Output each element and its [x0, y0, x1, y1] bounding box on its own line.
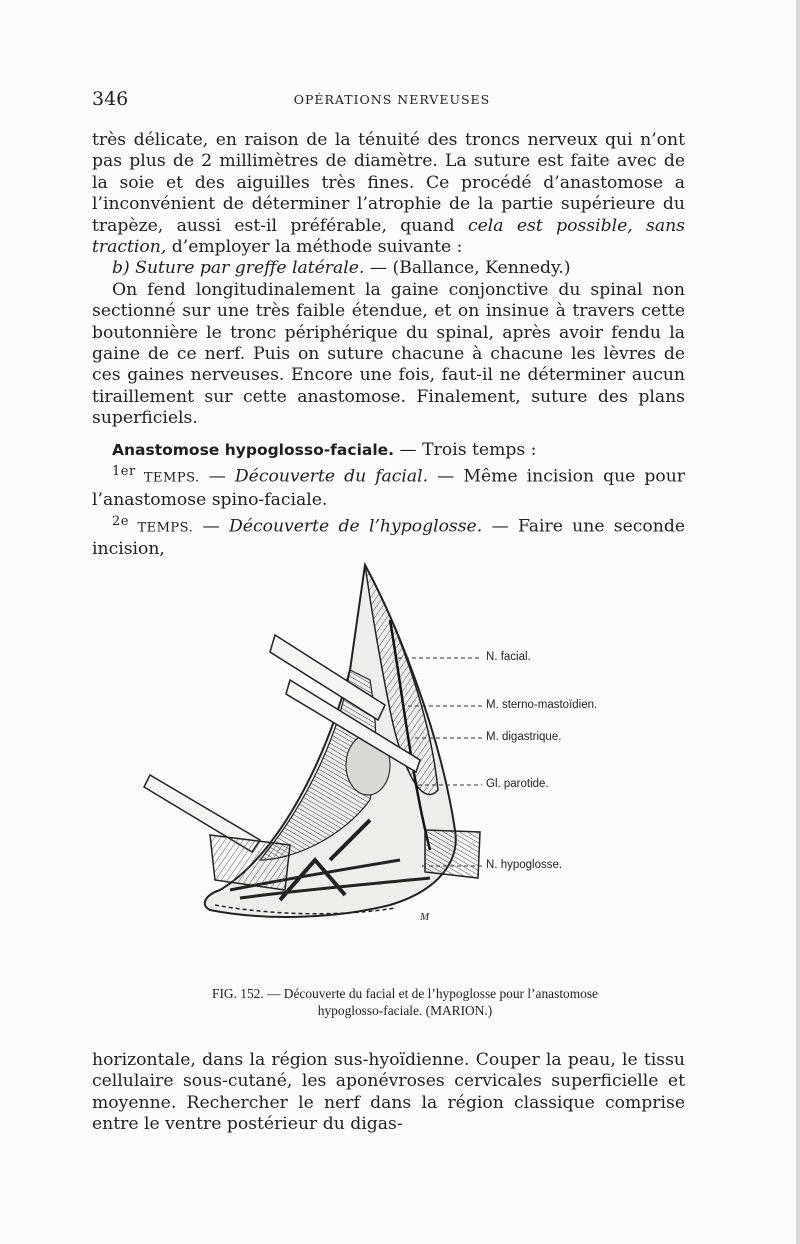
body-text-bottom [92, 1050, 685, 1136]
section-heading-line: Anastomose hypoglosso-faciale. — Trois temps : [112, 440, 537, 460]
page-edge [796, 0, 800, 1244]
label-sterno-mastoidien: M. sterno-mastoïdien. [486, 699, 598, 711]
figure-caption [110, 985, 700, 1019]
page-header [92, 88, 692, 114]
paragraph-3: On fend longitudinalement la gaine conjonctive du spinal non sectionné sur une très faible étendue, et on insinue à travers cette boutonnière le tronc périphérique du spinal, après avoir fendu la gaine de ce nerf. Puis on suture chacune à chacune les lèvres de ces gaines nerveuses. Encore une fois, faut-il ne déterminer aucun tiraillement sur cette anastomose. Finalement, suture des plans superficiels. [92, 279, 685, 429]
label-hypoglosse: N. hypoglosse. [486, 859, 563, 871]
paragraph-after-figure: horizontale, dans la région sus-hyoïdienne. Couper la peau, le tissu cellulaire sous-cutané, les aponévroses cervicales superficielle et moyenne. Rechercher le nerf dans la région classique comprise entre le ventre postérieur du digas- [92, 1050, 685, 1135]
label-parotide: Gl. parotide. [486, 778, 549, 790]
temps-2: $^{2e}$ TEMPS. — Découverte de l’hypoglosse. — Faire une seconde incision, [92, 513, 686, 560]
surgical-illustration [140, 560, 660, 980]
italic-phrase: cela est possible, sans traction, [92, 215, 686, 258]
artist-signature: M [420, 911, 430, 923]
body-text-top [92, 130, 685, 430]
label-facial: N. facial. [486, 651, 531, 663]
caption-line-2: hypoglosso-faciale. (MARION.) [317, 1003, 493, 1018]
page-number: 346 [92, 88, 129, 110]
running-title: OPÉRATIONS NERVEUSES [293, 92, 491, 107]
label-digastrique: M. digastrique. [486, 731, 562, 743]
caption-line-1: FIG. 152. — Découverte du facial et de l’hypoglosse pour l’anastomose [212, 986, 598, 1001]
section-block [92, 440, 685, 561]
paragraph-1: très délicate, en raison de la ténuité des troncs nerveux qui n’ont pas plus de 2 millimètres de diamètre. La suture est faite avec de la soie et des aiguilles très fines. Ce procédé d’anastomose a l’inconvénient de déterminer l’atrophie de la partie supérieure du trapèze, aussi est-il préférable, quand cela est possible, sans traction, d’employer la méthode suivante : [92, 130, 686, 258]
temps-1: $^{1er}$ TEMPS. — Découverte du facial. — Même incision que pour l’anastomose spino-faciale. [92, 464, 685, 510]
paragraph-2: b) Suture par greffe latérale. — (Ballance, Kennedy.) [112, 258, 571, 279]
anatomical-figure [140, 560, 660, 980]
section-heading: Anastomose hypoglosso-faciale. [112, 441, 395, 459]
